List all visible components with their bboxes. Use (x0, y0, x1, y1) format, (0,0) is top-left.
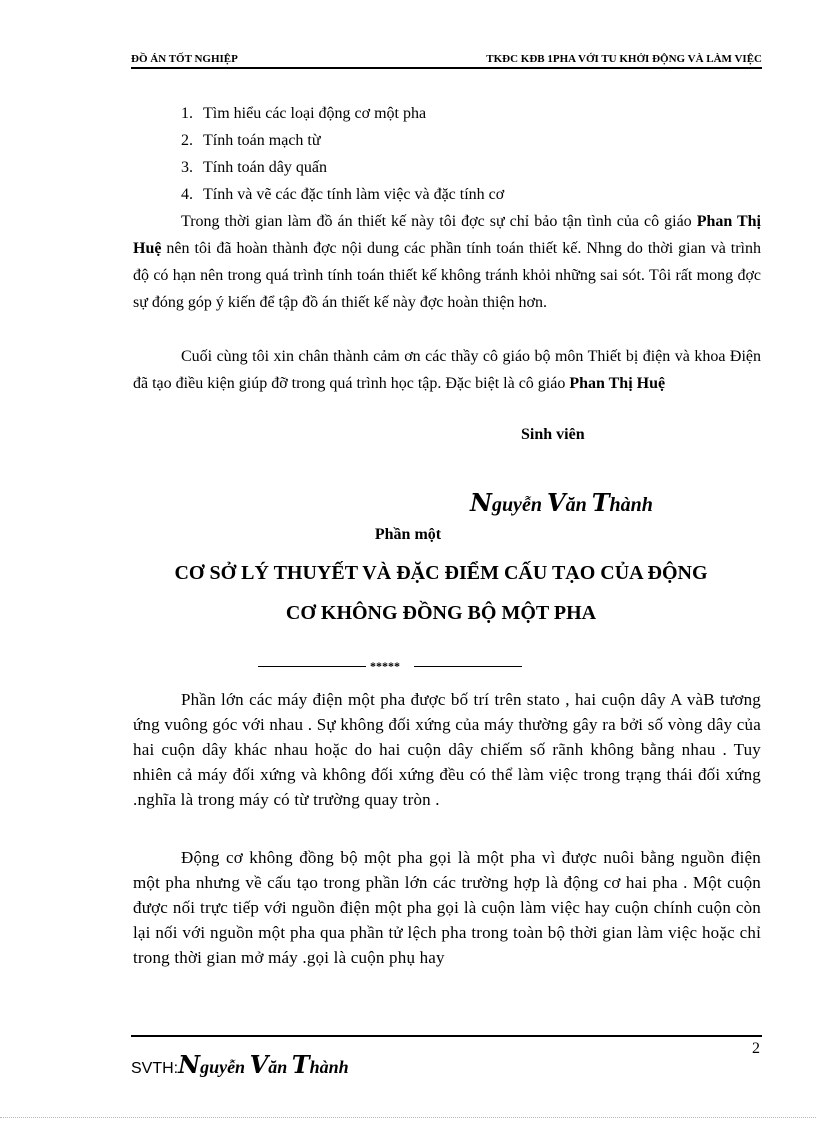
part-label: Phần một (374, 526, 442, 543)
page-header (131, 51, 762, 69)
chapter-title-line-1: CƠ SỞ LÝ THUYẾT VÀ ĐẶC ĐIỂM CẤU TẠO CỦA ĐỘNG (174, 562, 708, 584)
page-edge-dotted-line (0, 1117, 816, 1118)
intro-paragraph-2: Cuối cùng tôi xin chân thành cảm ơn các thầy cô giáo bộ môn Thiết bị điện và khoa Điện đã tạo điều kiện giúp đỡ trong quá trình học tập. Đặc biệt là cô giáo Phan Thị Huệ (133, 348, 761, 392)
body-paragraph-2: Động cơ không đồng bộ một pha gọi là một pha vì được nuôi bằng nguồn điện một pha nhưng về cấu tạo trong phần lớn các trường hợp là động cơ hai pha . Một cuộn được nối trực tiếp với nguồn điện một pha gọi là cuộn làm việc hay cuộn chính cuộn còn lại nối với nguồn một pha qua phần tử lệch pha trong toàn bộ thời gian làm việc hoặc chỉ trong thời gian mở máy .gọi là cuộn phụ hay (133, 848, 761, 967)
advisor-name: Phan Thị Huệ (569, 375, 666, 392)
list-item: 4. Tính và vẽ các đặc tính làm việc và đặc tính cơ (181, 186, 505, 203)
header-right: TKĐC KĐB 1PHA VỚI TU KHỞI ĐỘNG VÀ LÀM VIỆC (486, 53, 762, 65)
separator-line-left (258, 666, 366, 667)
body-paragraph-1: Phần lớn các máy điện một pha được bố trí trên stato , hai cuộn dây A vàB tương ứng vuông góc với nhau . Sự không đối xứng của máy thường gây ra bởi số vòng dây của hai cuộn dây khác nhau hoặc do hai cuộn dây chiếm số rãnh không bằng nhau . Tuy nhiên cả máy đối xứng và không đối xứng đều có thể làm việc trong trạng thái đối xứng .nghĩa là trong máy có từ trường quay tròn . (133, 690, 761, 809)
page-number: 2 (752, 1040, 760, 1057)
footer-author: SVTH:Nguyễn Văn Thành (131, 1050, 349, 1079)
separator-line-right (414, 666, 522, 667)
header-left: ĐỒ ÁN TỐT NGHIỆP (131, 53, 238, 65)
advisor-name: Phan Thị Huệ (133, 213, 761, 257)
chapter-title-line-2: CƠ KHÔNG ĐỒNG BỘ MỘT PHA (285, 602, 597, 624)
signature-label: Sinh viên (521, 426, 585, 443)
intro-paragraph-1: Trong thời gian làm đồ án thiết kế này tôi đợc sự chỉ bảo tận tình của cô giáo Phan Thị Huệ nên tôi đã hoàn thành đợc nội dung các phần tính toán thiết kế. Nhng do thời gian và trình độ có hạn nên trong quá trình tính toán thiết kế không tránh khỏi những sai sót. Tôi rất mong đợc sự đóng góp ý kiến để tập đồ án thiết kế này đợc hoàn thiện hơn. (133, 213, 761, 311)
footer-rule (131, 1035, 762, 1037)
list-item: 3. Tính toán dây quấn (181, 159, 327, 176)
list-item: 1. Tìm hiểu các loại động cơ một pha (181, 105, 427, 122)
list-item: 2. Tính toán mạch từ (181, 132, 321, 149)
signature-name: Nguyễn Văn Thành (470, 488, 653, 517)
separator-stars: ***** (370, 659, 400, 673)
